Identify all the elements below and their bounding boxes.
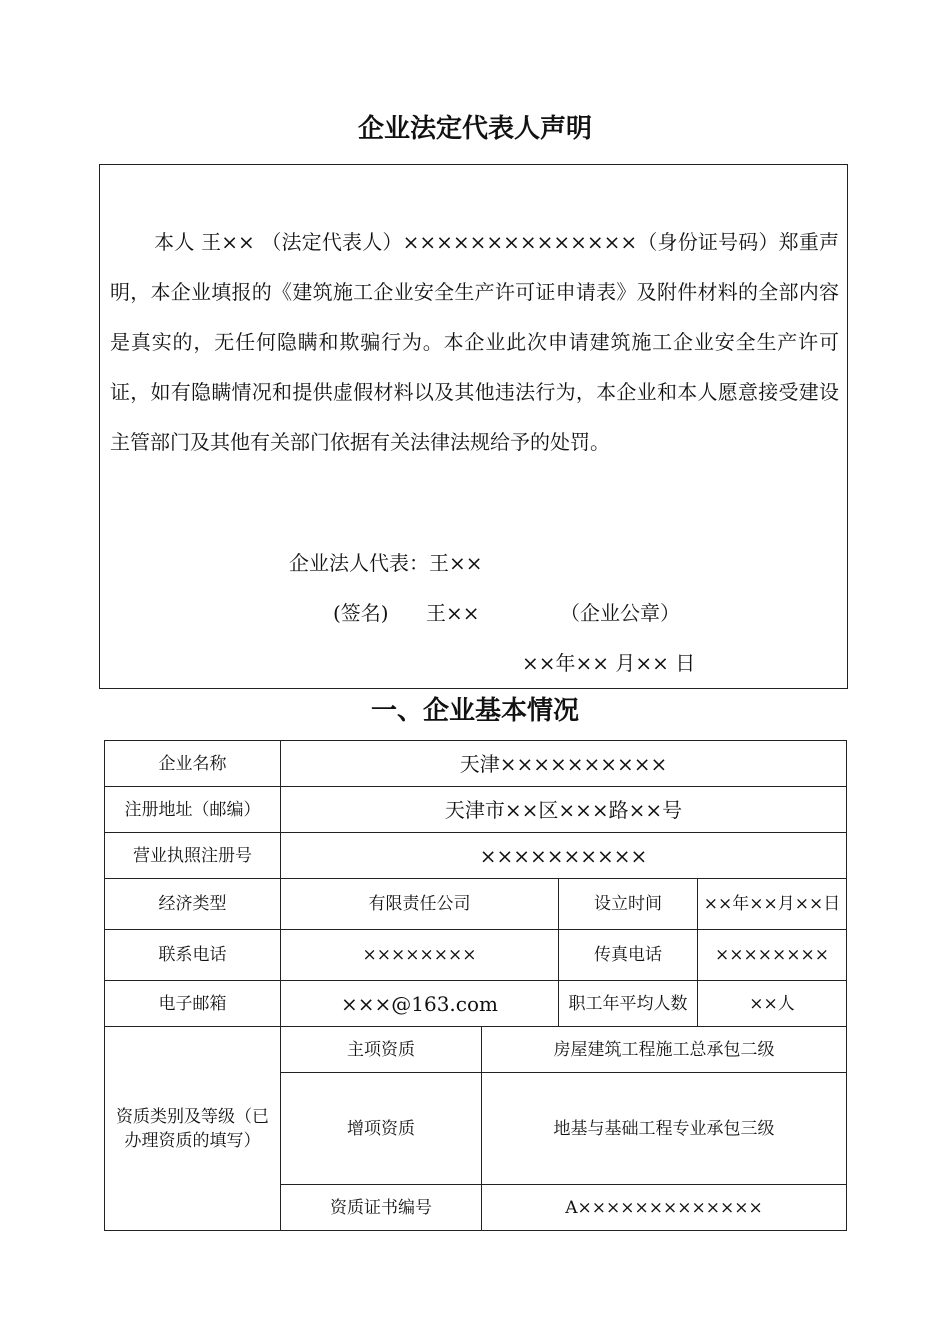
declaration-box — [99, 164, 848, 689]
label-fax: 传真电话 — [559, 930, 698, 981]
value-cert-no: A××××××××××××× — [482, 1185, 847, 1231]
table-row — [105, 981, 847, 1027]
label-address: 注册地址（邮编） — [105, 787, 281, 833]
table-row — [105, 879, 847, 930]
declaration-text: 本人 王×× （法定代表人）××××××××××××××（身份证号码）郑重声明，本企业填报的《建筑施工企业安全生产许可证申请表》及附件材料的全部内容是真实的，无任何隐瞒和欺骗行为。本企业此次申请建筑施工企业安全生产许可证，如有隐瞒情况和提供虚假材料以及其他违法行为，本企业和本人愿意接受建设主管部门及其他有关部门依据有关法律法规给予的处罚。 — [110, 230, 839, 454]
signature-value: 王×× — [426, 601, 480, 625]
value-founded: ××年××月××日 — [698, 879, 847, 930]
declaration-body — [110, 217, 839, 467]
value-add-qual: 地基与基础工程专业承包三级 — [482, 1073, 847, 1185]
table-row — [105, 1027, 847, 1073]
label-econ-type: 经济类型 — [105, 879, 281, 930]
value-phone: ×××××××× — [281, 930, 559, 981]
label-add-qual: 增项资质 — [281, 1073, 482, 1185]
company-info-table — [104, 740, 847, 1231]
table-row — [105, 833, 847, 879]
value-fax: ×××××××× — [698, 930, 847, 981]
value-license: ×××××××××× — [281, 833, 847, 879]
label-phone: 联系电话 — [105, 930, 281, 981]
value-company-name: 天津×××××××××× — [281, 741, 847, 787]
declaration-title: 企业法定代表人声明 — [357, 114, 592, 144]
company-seal-label: （企业公章） — [560, 601, 680, 625]
value-address: 天津市××区×××路××号 — [281, 787, 847, 833]
value-main-qual: 房屋建筑工程施工总承包二级 — [482, 1027, 847, 1073]
declaration-date: ××年×× 月×× 日 — [522, 651, 696, 675]
label-company-name: 企业名称 — [105, 741, 281, 787]
label-license: 营业执照注册号 — [105, 833, 281, 879]
table-row — [105, 741, 847, 787]
label-avg-staff: 职工年平均人数 — [559, 981, 698, 1027]
table-row — [105, 787, 847, 833]
table-row — [105, 930, 847, 981]
value-avg-staff: ××人 — [698, 981, 847, 1027]
label-cert-no: 资质证书编号 — [281, 1185, 482, 1231]
signature-label: (签名) — [333, 601, 389, 625]
label-founded: 设立时间 — [559, 879, 698, 930]
value-econ-type: 有限责任公司 — [281, 879, 559, 930]
value-email: ×××@163.com — [281, 981, 559, 1027]
label-qualification: 资质类别及等级（已办理资质的填写） — [105, 1027, 281, 1231]
label-email: 电子邮箱 — [105, 981, 281, 1027]
legal-rep-line: 企业法人代表：王×× — [289, 551, 483, 575]
section-title: 一、企业基本情况 — [370, 696, 579, 726]
label-main-qual: 主项资质 — [281, 1027, 482, 1073]
